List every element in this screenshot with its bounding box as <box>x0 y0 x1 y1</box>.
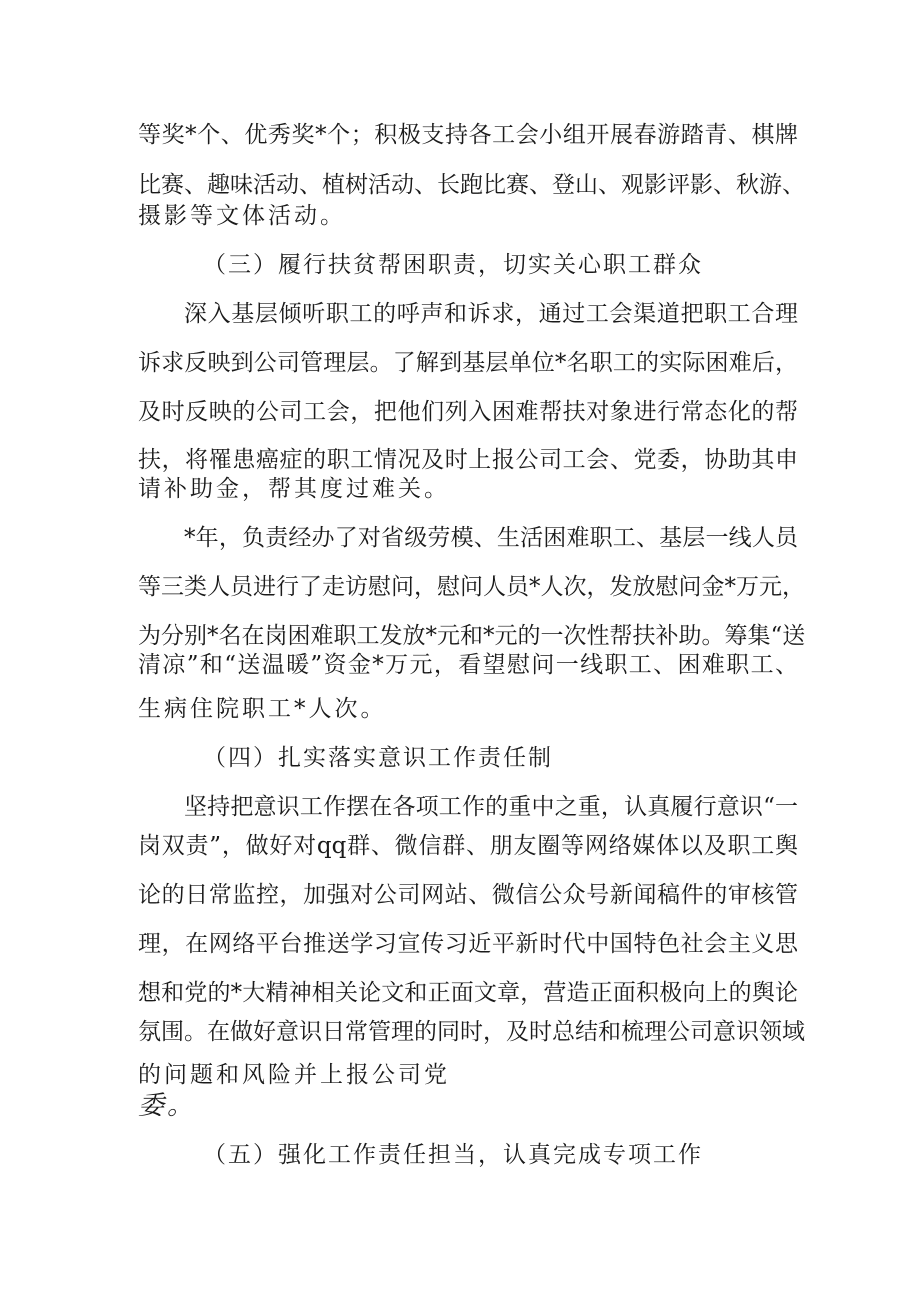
paragraph-line: 及时反映的公司工会，把他们列入困难帮扶对象进行常态化的帮 <box>138 399 798 425</box>
paragraph-line: 论的日常监控，加强对公司网站、微信公众号新闻稿件的审核管 <box>138 882 798 908</box>
paragraph-line: 委。 <box>138 1091 197 1121</box>
paragraph-line: 氛围。在做好意识日常管理的同时，及时总结和梳理公司意识领域 <box>138 1019 805 1045</box>
paragraph-line: 扶，将罹患癌症的职工情况及时上报公司工会、党委，协助其申 <box>138 447 798 473</box>
paragraph-line: 等三类人员进行了走访慰问，慰问人员*人次，发放慰问金*万元， <box>138 574 805 600</box>
section-heading: （五）强化工作责任担当，认真完成专项工作 <box>203 1142 703 1168</box>
paragraph-line: 生病住院职工*人次。 <box>138 696 387 722</box>
paragraph-line: 等奖*个、优秀奖*个；积极支持各工会小组开展春游踏青、棋牌 <box>138 122 798 148</box>
paragraph-line: 清凉”和“送温暖”资金*万元，看望慰问一线职工、困难职工、 <box>138 652 798 678</box>
paragraph-line: 岗双责”，做好对qq群、微信群、朋友圈等网络媒体以及职工舆 <box>138 833 798 859</box>
paragraph-line: 请补助金，帮其度过难关。 <box>138 476 450 502</box>
section-heading: （四）扎实落实意识工作责任制 <box>203 745 553 771</box>
paragraph-line: 深入基层倾听职工的呼声和诉求，通过工会渠道把职工合理 <box>184 301 798 327</box>
paragraph-line: 理，在网络平台推送学习宣传习近平新时代中国特色社会主义思 <box>138 931 798 957</box>
section-heading: （三）履行扶贫帮困职责，切实关心职工群众 <box>203 252 703 278</box>
paragraph-line: 比赛、趣味活动、植树活动、长跑比赛、登山、观影评影、秋游、 <box>138 172 805 198</box>
paragraph-line: 想和党的*大精神相关论文和正面文章，营造正面积极向上的舆论 <box>138 980 798 1006</box>
paragraph-line: 诉求反映到公司管理层。了解到基层单位*名职工的实际困难后， <box>138 350 798 376</box>
paragraph-line: 坚持把意识工作摆在各项工作的重中之重，认真履行意识“一 <box>184 794 798 820</box>
paragraph-line: *年，负责经办了对省级劳模、生活困难职工、基层一线人员 <box>184 525 798 551</box>
paragraph-line: 的问题和风险并上报公司党 <box>138 1062 450 1088</box>
paragraph-line: 摄影等文体活动。 <box>138 203 346 229</box>
paragraph-line: 为分别*名在岗困难职工发放*元和*元的一次性帮扶补助。筹集“送 <box>138 623 806 649</box>
